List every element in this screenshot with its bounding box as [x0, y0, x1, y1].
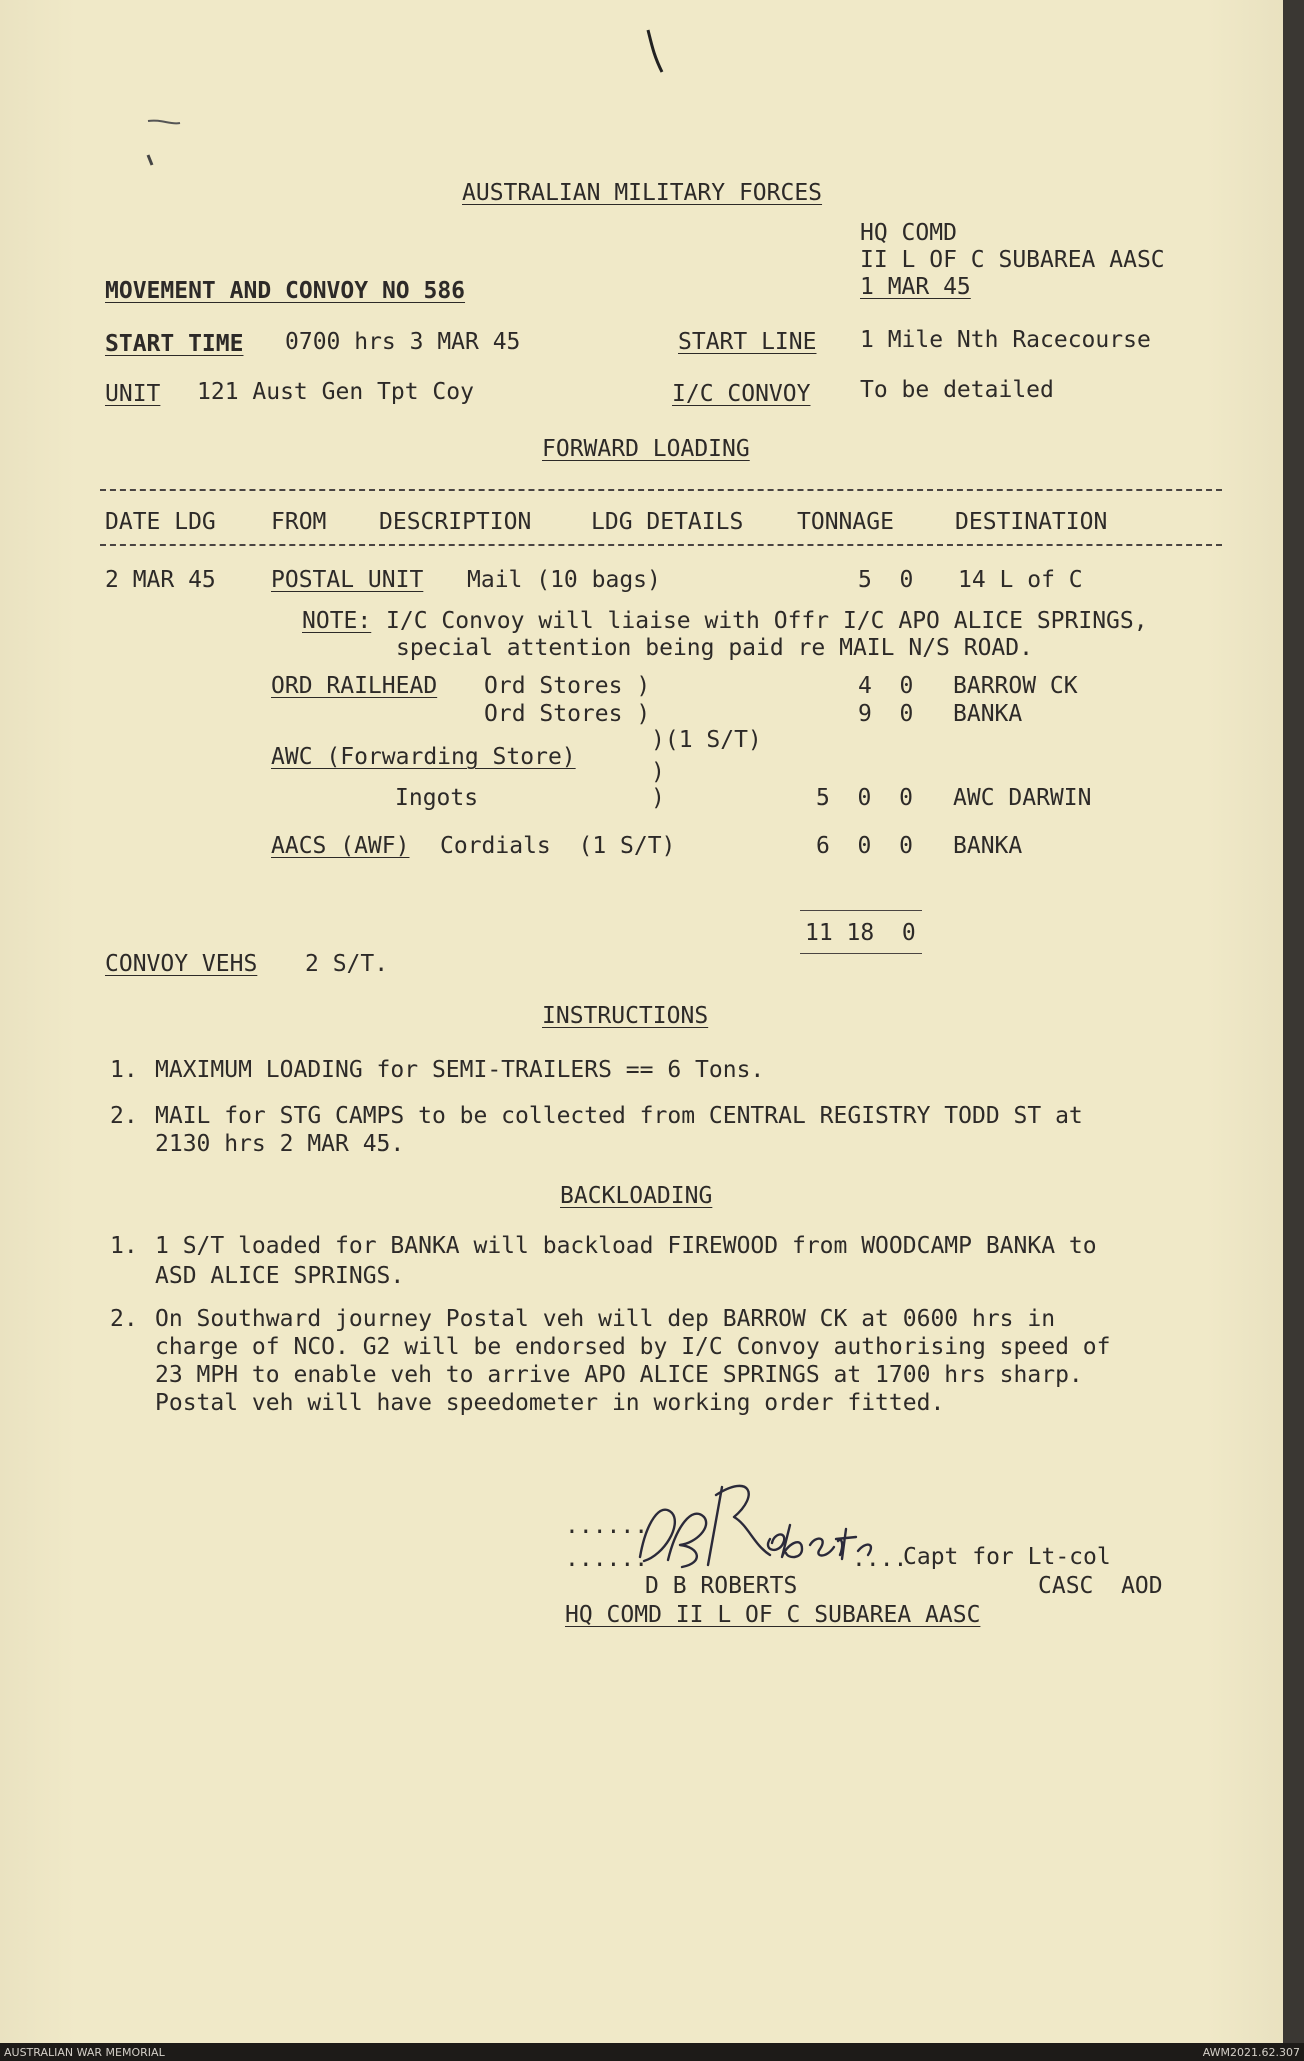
ord-dest-2: BANKA [953, 701, 1023, 727]
aacs-dest: BANKA [953, 833, 1023, 859]
col-tonnage: TONNAGE [797, 509, 894, 535]
backloading-title: BACKLOADING [560, 1183, 713, 1209]
signature-dots-1: ...... [565, 1513, 649, 1539]
document-heading: AUSTRALIAN MILITARY FORCES [462, 180, 823, 206]
row-tonnage-mail: 5 0 [858, 567, 914, 593]
instruction-2-text-1: MAIL for STG CAMPS to be collected from CENTRAL REGISTRY TODD ST at [155, 1103, 1083, 1129]
ord-dest-1: BARROW CK [953, 673, 1078, 699]
row-desc-mail: Mail (10 bags) [467, 567, 661, 593]
table-top-rule [100, 489, 1222, 491]
total-rule-bottom [800, 953, 922, 954]
convoy-vehs-label: CONVOY VEHS [105, 951, 258, 977]
col-date-ldg: DATE LDG [105, 509, 216, 535]
archive-footer-bar [0, 2043, 1304, 2061]
backloading-2-text-3: 23 MPH to enable veh to arrive APO ALICE SPRINGS at 1700 hrs sharp. [155, 1362, 1083, 1388]
signature-dots-2: ...... [565, 1546, 649, 1572]
awc-bracket-1: ) [651, 759, 665, 785]
awc-desc-ingots: Ingots [395, 785, 479, 811]
col-ldg-details: LDG DETAILS [591, 509, 744, 535]
col-from: FROM [271, 509, 327, 535]
instruction-2-number: 2. [110, 1103, 138, 1129]
total-rule-top [800, 910, 922, 911]
archive-reference: AWM2021.62.307 [1202, 2046, 1300, 2059]
backloading-1-text-2: ASD ALICE SPRINGS. [155, 1263, 405, 1289]
start-line-label: START LINE [678, 329, 817, 355]
instruction-1-text: MAXIMUM LOADING for SEMI-TRAILERS == 6 Tons. [155, 1057, 765, 1083]
hq-footer-line: HQ COMD II L OF C SUBAREA AASC [565, 1602, 981, 1628]
backloading-1-text-1: 1 S/T loaded for BANKA will backload FIREWOOD from WOODCAMP BANKA to [155, 1233, 1097, 1259]
movement-title: MOVEMENT AND CONVOY NO 586 [105, 278, 466, 304]
page-edge [1283, 0, 1304, 2043]
hq-line-2: II L OF C SUBAREA AASC [860, 247, 1165, 273]
signature-dots-3: .... [852, 1546, 908, 1572]
aacs-tonnage: 6 0 0 [816, 833, 913, 859]
backloading-2-text-4: Postal veh will have speedometer in working order fitted. [155, 1390, 945, 1416]
unit-label: UNIT [105, 381, 161, 407]
hq-date: 1 MAR 45 [860, 274, 971, 300]
ic-convoy-label: I/C CONVOY [672, 381, 811, 407]
backloading-2-text-2: charge of NCO. G2 will be endorsed by I/C Convoy authorising speed of [155, 1334, 1111, 1360]
ord-desc-2: Ord Stores ) [484, 701, 651, 727]
ord-tonnage-2: 9 0 [858, 701, 914, 727]
awc-dest: AWC DARWIN [953, 785, 1092, 811]
instruction-2-text-2: 2130 hrs 2 MAR 45. [155, 1131, 405, 1157]
ic-convoy-value: To be detailed [860, 377, 1054, 403]
ord-railhead: ORD RAILHEAD [271, 673, 438, 699]
hq-line-1: HQ COMD [860, 220, 957, 246]
awc-tonnage: 5 0 0 [816, 785, 913, 811]
note-line-1: I/C Convoy will liaise with Offr I/C APO ALICE SPRINGS, [386, 608, 1148, 634]
signer-name: D B ROBERTS [645, 1573, 798, 1599]
start-time-value: 0700 hrs 3 MAR 45 [285, 329, 521, 355]
aacs-desc: Cordials (1 S/T) [440, 833, 676, 859]
awc-forwarding-store: AWC (Forwarding Store) [271, 744, 576, 770]
signer-rank: Capt for Lt-col [903, 1544, 1111, 1570]
awc-bracket-2: ) [651, 785, 665, 811]
ink-mark [640, 22, 670, 82]
row-date: 2 MAR 45 [105, 567, 216, 593]
backloading-1-number: 1. [110, 1233, 138, 1259]
ord-tonnage-1: 4 0 [858, 673, 914, 699]
paper-blemish [140, 105, 220, 175]
unit-value: 121 Aust Gen Tpt Coy [197, 379, 474, 405]
instructions-title: INSTRUCTIONS [542, 1003, 709, 1029]
signer-role: CASC AOD [1038, 1573, 1163, 1599]
row-dest-mail: 14 L of C [958, 567, 1083, 593]
convoy-vehs-value: 2 S/T. [305, 951, 389, 977]
table-header-rule [100, 544, 1222, 546]
col-description: DESCRIPTION [379, 509, 532, 535]
forward-loading-title: FORWARD LOADING [542, 436, 750, 462]
row-from-postal: POSTAL UNIT [271, 567, 424, 593]
backloading-2-number: 2. [110, 1306, 138, 1332]
instruction-1-number: 1. [110, 1057, 138, 1083]
note-line-2: special attention being paid re MAIL N/S ROAD. [396, 635, 1033, 661]
semi-trailer-bracket: )(1 S/T) [651, 727, 762, 753]
start-line-value: 1 Mile Nth Racecourse [860, 327, 1151, 353]
archive-name: AUSTRALIAN WAR MEMORIAL [4, 2046, 165, 2059]
tonnage-total: 11 18 0 [805, 920, 916, 946]
start-time-label: START TIME [105, 331, 244, 357]
aacs-from: AACS (AWF) [271, 833, 410, 859]
ord-desc-1: Ord Stores ) [484, 673, 651, 699]
backloading-2-text-1: On Southward journey Postal veh will dep BARROW CK at 0600 hrs in [155, 1306, 1056, 1332]
col-destination: DESTINATION [955, 509, 1108, 535]
note-label: NOTE: [302, 608, 372, 634]
